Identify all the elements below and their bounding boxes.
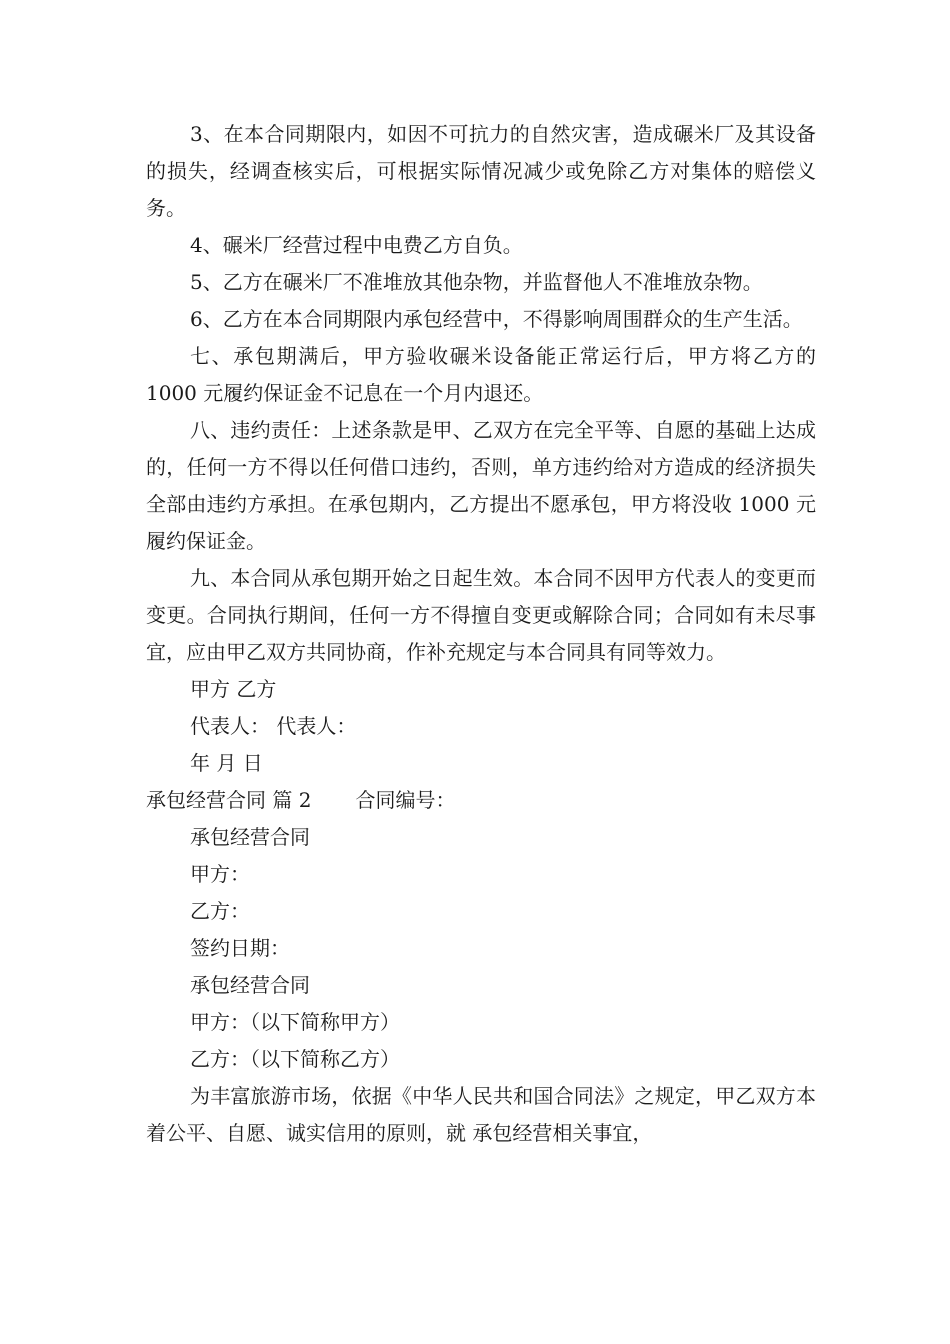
clause-6: 6、乙方在本合同期限内承包经营中，不得影响周围群众的生产生活。 — [190, 307, 803, 331]
clause-3: 3、在本合同期限内，如因不可抗力的自然灾害，造成碾米厂及其设备的损失，经调查核实后，可根据实际情况减少或免除乙方对集体的赔偿义务。 — [146, 122, 816, 220]
cover-title: 承包经营合同 — [190, 825, 310, 849]
article-8: 八、违约责任：上述条款是甲、乙双方在完全平等、自愿的基础上达成的，任何一方不得以任何借口违约，否则，单方违约给对方造成的经济损失全部由违约方承担。在承包期内，乙方提出不愿承包，甲方将没收 1000 元履约保证金。 — [146, 418, 816, 553]
signature-parties: 甲方 乙方 — [190, 677, 277, 701]
cover-party-a: 甲方： — [190, 862, 250, 886]
signature-date: 年 月 日 — [190, 751, 263, 775]
preamble: 为丰富旅游市场，依据《中华人民共和国合同法》之规定，甲乙双方本着公平、自愿、诚实信用的原则，就 承包经营相关事宜， — [146, 1084, 816, 1145]
section-2-title: 承包经营合同 篇 2 — [146, 788, 312, 812]
cover-party-b: 乙方： — [190, 899, 250, 923]
article-7: 七、承包期满后，甲方验收碾米设备能正常运行后，甲方将乙方的 1000 元履约保证金不记息在一个月内退还。 — [146, 344, 816, 405]
contract-number-label: 合同编号： — [355, 788, 456, 812]
clause-5: 5、乙方在碾米厂不准堆放其他杂物，并监督他人不准堆放杂物。 — [190, 270, 763, 294]
clause-4: 4、碾米厂经营过程中电费乙方自负。 — [190, 233, 523, 257]
document-page — [146, 116, 816, 1152]
body-party-a: 甲方：（以下简称甲方） — [190, 1010, 400, 1034]
cover-sign-date: 签约日期： — [190, 936, 290, 960]
body-title: 承包经营合同 — [190, 973, 310, 997]
signature-representatives: 代表人： 代表人： — [190, 714, 357, 738]
article-9: 九、本合同从承包期开始之日起生效。本合同不因甲方代表人的变更而变更。合同执行期间，任何一方不得擅自变更或解除合同；合同如有未尽事宜，应由甲乙双方共同协商，作补充规定与本合同具有同等效力。 — [146, 566, 816, 664]
body-party-b: 乙方：（以下简称乙方） — [190, 1047, 400, 1071]
section-2-heading — [146, 782, 816, 819]
